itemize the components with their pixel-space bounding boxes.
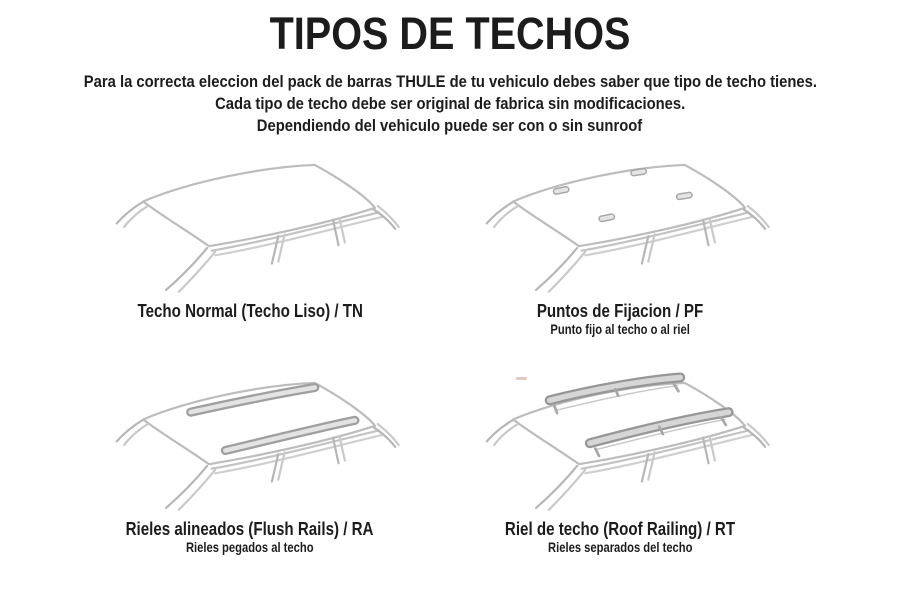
fixed-points-roof-illustration: [469, 154, 771, 300]
roof-type-card-tn: [70, 154, 430, 322]
roof-type-sublabel-ra: Rieles pegados al techo: [186, 539, 314, 555]
roof-type-label-ra: Rieles alineados (Flush Rails) / RA: [126, 519, 374, 539]
roof-type-card-pf: [440, 154, 800, 337]
roof-type-card-rt: [440, 372, 800, 555]
intro-line-2: Cada tipo de techo debe ser original de fabrica sin modificaciones.: [214, 94, 686, 113]
smooth-roof-illustration: [99, 154, 401, 300]
roof-type-label-tn: Techo Normal (Techo Liso) / TN: [137, 301, 363, 321]
car-roof-line-art: [117, 165, 399, 292]
page-title: [0, 8, 900, 60]
raised-roof-rails-illustration: [469, 372, 771, 518]
jpeg-artifact-mark: [516, 377, 527, 380]
flush-rails-roof-illustration: [99, 372, 401, 518]
car-roof-line-art: [487, 165, 769, 292]
car-roof-line-art: [487, 383, 769, 510]
page-title-text: TIPOS DE TECHOS: [269, 8, 631, 59]
roof-type-label-rt: Riel de techo (Roof Railing) / RT: [504, 519, 736, 539]
roof-type-card-ra: [70, 372, 430, 555]
roof-type-label-pf: Puntos de Fijacion / PF: [536, 301, 704, 321]
intro-paragraph: [0, 71, 900, 137]
roof-type-sublabel-pf: Punto fijo al techo o al riel: [550, 321, 690, 337]
intro-line-3: Dependiendo del vehiculo puede ser con o sin sunroof: [257, 116, 643, 135]
intro-line-1: Para la correcta eleccion del pack de barras THULE de tu vehiculo debes saber que tipo de techo tienes.: [83, 72, 817, 91]
roof-type-sublabel-rt: Rieles separados del techo: [547, 539, 693, 555]
